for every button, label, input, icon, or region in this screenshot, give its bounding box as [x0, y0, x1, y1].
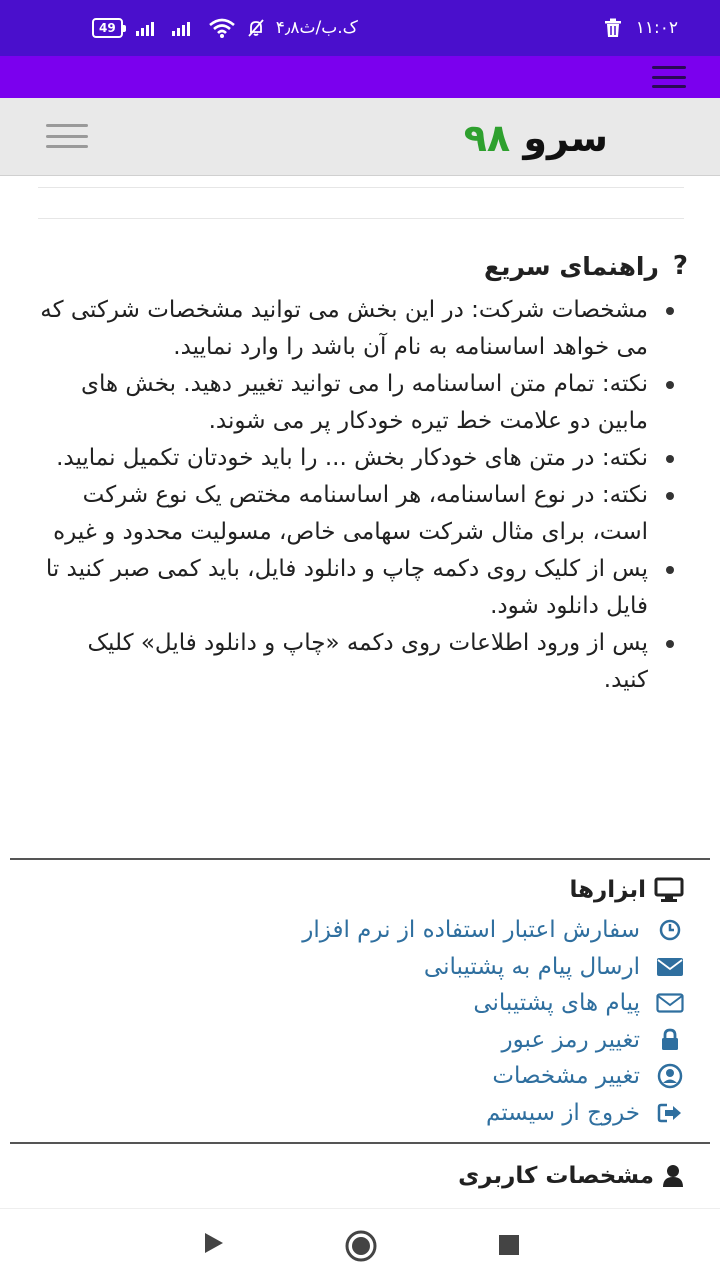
quick-help-heading: راهنمای سریع — [484, 251, 659, 281]
monitor-icon — [654, 877, 684, 903]
profile-title — [38, 1156, 684, 1196]
bell-off-icon — [246, 18, 266, 38]
tools-section — [38, 870, 684, 1131]
quick-help-list — [38, 292, 688, 699]
recents-button[interactable] — [498, 1234, 520, 1256]
help-item: نکته: در متن های خودکار بخش ... را باید خودتان تکمیل نمایید. — [38, 440, 648, 477]
help-item: مشخصات شرکت: در این بخش می توانید مشخصات شرکتی که می خواهد اساسنامه به نام آن باشد را وارد نمایید. — [38, 292, 648, 366]
logo-number: ۹۸ — [463, 116, 511, 160]
app-bar — [0, 56, 720, 98]
divider-top-1 — [38, 187, 684, 188]
tool-label: تغییر مشخصات — [492, 1063, 640, 1090]
section-divider-profile — [10, 1142, 710, 1144]
tool-link-send-support-message[interactable] — [38, 949, 684, 986]
clock-icon — [658, 918, 682, 942]
tool-link-support-messages[interactable] — [38, 985, 684, 1022]
battery-indicator — [92, 18, 126, 38]
tool-label: ارسال پیام به پشتیبانی — [423, 953, 640, 980]
home-button[interactable] — [344, 1229, 378, 1263]
help-item: پس از ورود اطلاعات روی دکمه «چاپ و دانلود فایل» کلیک کنید. — [38, 625, 648, 699]
tools-title — [38, 870, 684, 910]
quick-help-section — [38, 246, 688, 699]
site-menu-button[interactable] — [46, 124, 88, 148]
clock-time: ۱۱:۰۲ — [635, 18, 678, 38]
tool-label: خروج از سیستم — [486, 1099, 640, 1126]
logo-word: سرو — [523, 116, 608, 160]
tools-heading: ابزارها — [569, 877, 646, 903]
trash-icon — [604, 18, 622, 38]
divider-top-2 — [38, 218, 684, 219]
tool-label: سفارش اعتبار استفاده از نرم افزار — [302, 917, 640, 944]
profile-heading: مشخصات کاربری — [458, 1163, 654, 1189]
help-item: نکته: تمام متن اساسنامه را می توانید تغییر دهید. بخش های مابین دو علامت خط تیره خودکار پر می شوند. — [38, 366, 648, 440]
envelope-outline-icon — [656, 993, 684, 1013]
tool-link-edit-profile[interactable] — [38, 1058, 684, 1095]
network-speed: ۴٫۸ک.ب/ث — [275, 18, 358, 38]
tool-link-change-password[interactable] — [38, 1022, 684, 1059]
quick-help-title — [38, 246, 688, 286]
section-divider-tools — [10, 858, 710, 860]
tool-link-order-credit[interactable] — [38, 912, 684, 949]
signal-icon-2 — [172, 20, 198, 36]
system-nav-bar — [0, 1208, 720, 1280]
status-right — [604, 18, 678, 38]
status-left — [92, 18, 358, 38]
lock-icon — [660, 1028, 680, 1052]
tool-label: پیام های پشتیبانی — [473, 990, 640, 1017]
question-icon: ? — [672, 251, 688, 281]
tool-link-logout[interactable] — [38, 1095, 684, 1132]
envelope-filled-icon — [656, 957, 684, 977]
profile-section — [38, 1156, 684, 1196]
help-item: پس از کلیک روی دکمه چاپ و دانلود فایل، باید کمی صبر کنید تا فایل دانلود شود. — [38, 551, 648, 625]
site-header — [0, 98, 720, 176]
user-icon — [662, 1164, 684, 1188]
tools-list — [38, 912, 684, 1131]
site-logo[interactable] — [464, 116, 608, 160]
status-bar — [0, 0, 720, 56]
user-circle-icon — [657, 1063, 683, 1089]
battery-level: 49 — [92, 18, 123, 38]
tool-label: تغییر رمز عبور — [501, 1026, 640, 1053]
sign-out-icon — [657, 1102, 683, 1124]
back-button[interactable] — [203, 1231, 225, 1255]
signal-icon — [136, 20, 162, 36]
wifi-icon — [208, 18, 236, 38]
help-item: نکته: در نوع اساسنامه، هر اساسنامه مختص یک نوع شرکت است، برای مثال شرکت سهامی خاص، مسولیت محدود و غیره — [38, 477, 648, 551]
app-menu-button[interactable] — [652, 66, 686, 88]
